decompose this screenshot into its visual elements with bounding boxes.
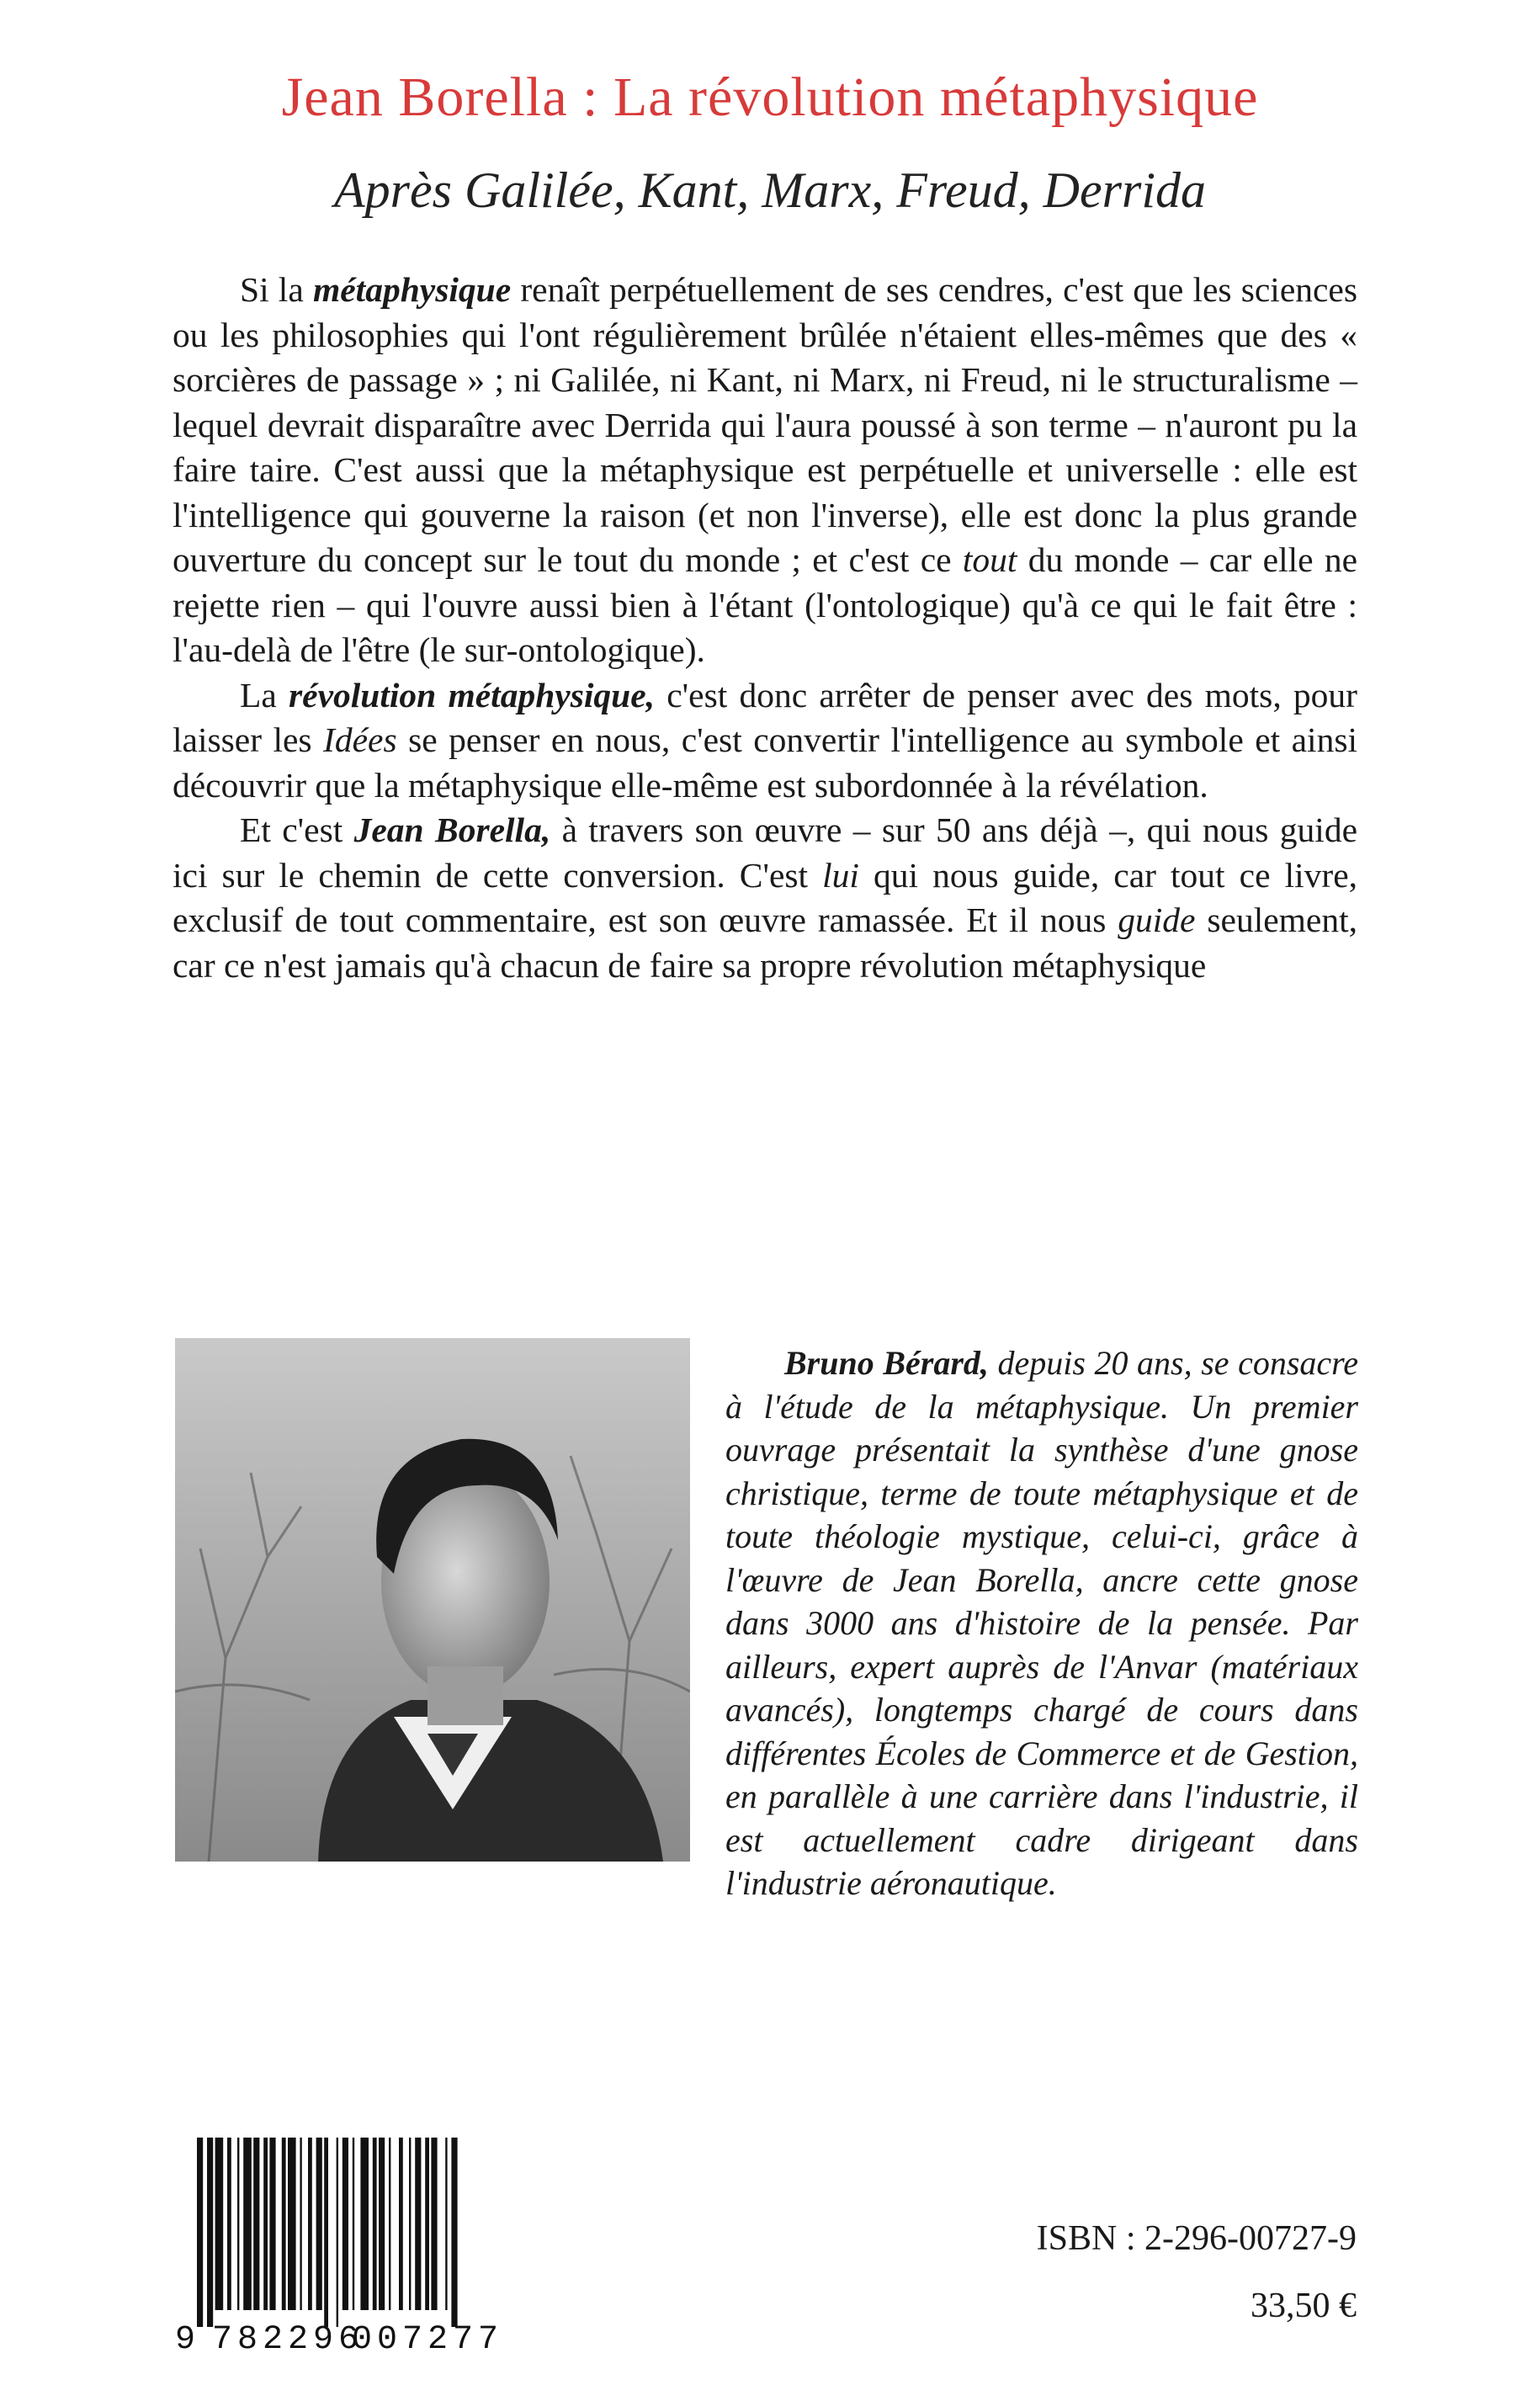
barcode-bar bbox=[324, 2138, 328, 2327]
blurb-text bbox=[173, 268, 1357, 988]
barcode-bar bbox=[337, 2138, 338, 2327]
barcode-bar bbox=[425, 2138, 429, 2310]
barcode-bar bbox=[197, 2138, 203, 2327]
barcode-bar bbox=[215, 2138, 224, 2310]
barcode-bar bbox=[282, 2138, 286, 2310]
barcode-bar bbox=[269, 2138, 275, 2310]
barcode-lead-digit: 9 bbox=[175, 2321, 196, 2356]
barcode-bar bbox=[431, 2138, 437, 2310]
barcode-bar bbox=[353, 2138, 354, 2310]
barcode-bar bbox=[237, 2138, 239, 2310]
barcode-bar bbox=[207, 2138, 213, 2327]
barcode-bar bbox=[415, 2138, 421, 2310]
barcode-bar bbox=[263, 2138, 268, 2310]
barcode-bar bbox=[288, 2138, 296, 2310]
barcode-bar bbox=[343, 2138, 348, 2310]
barcode-bar bbox=[243, 2138, 252, 2310]
barcode-bar bbox=[253, 2138, 259, 2310]
barcode-group-1: 782296 bbox=[212, 2321, 364, 2356]
author-bio: Bruno Bérard, depuis 20 ans, se consacre à l'étude de la métaphysique. Un premier ouvrage présentait la synthèse d'une gnose christique, terme de toute métaphysique et de toute théologie mystique, celui-ci, grâce à l'œuvre de Jean Borella, ancre cette gnose dans 3000 ans d'histoire de la pensée. Par ailleurs, expert auprès de l'Anvar (matériaux avancés), longtemps chargé de cours dans différentes Écoles de Commerce et de Gestion, en parallèle à une carrière dans l'industrie, il est actuellement cadre dirigeant dans l'industrie aéronautique. bbox=[725, 1344, 1358, 1902]
barcode-bar bbox=[445, 2138, 447, 2310]
author-photo bbox=[175, 1338, 690, 1862]
isbn-number: ISBN : 2-296-00727-9 bbox=[1036, 2219, 1357, 2258]
barcode-bar bbox=[451, 2138, 457, 2327]
barcode-bar bbox=[316, 2138, 322, 2310]
blurb-paragraph-3: Et c'est Jean Borella, à travers son œuvre – sur 50 ans déjà –, qui nous guide ici sur le chemin de cette conversion. C'est lui qui nous guide, car tout ce livre, exclusif de tout commentaire, est son œuvre ramassée. Et il nous guide seulement, car ce n'est jamais qu'à chacun de faire sa propre révolution métaphysique bbox=[173, 810, 1357, 985]
barcode-group-2: 007277 bbox=[352, 2321, 502, 2356]
barcode-bar bbox=[379, 2138, 385, 2310]
barcode-bar bbox=[399, 2138, 403, 2310]
barcode-bar bbox=[409, 2138, 411, 2310]
blurb-paragraph-2: La révolution métaphysique, c'est donc arrêter de penser avec des mots, pour laisser les Idées se penser en nous, c'est convertir l'intelligence au symbole et ainsi découvrir que la métaphysique elle-même est subordonnée à la révélation. bbox=[173, 675, 1357, 805]
blurb-paragraph-1: Si la métaphysique renaît perpétuellement de ses cendres, c'est que les sciences ou les philosophies qui l'ont régulièrement brûlée n'étaient elles-mêmes que des « sorcières de passage » ; ni Galilée, ni Kant, ni Marx, ni Freud, ni le structuralisme – lequel devrait disparaître avec Derrida qui l'aura poussé à son terme – n'auront pu la faire taire. C'est aussi que la métaphysique est perpétuelle et universelle : elle est l'intelligence qui gouverne la raison (et non l'inverse), elle est donc la plus grande ouverture du concept sur le tout du monde ; et c'est ce tout du monde – car elle ne rejette rien – qui l'ouvre aussi bien à l'étant (l'ontologique) qu'à ce qui le fait être : l'au-delà de l'être (le sur-ontologique). bbox=[173, 270, 1358, 669]
barcode-bar bbox=[373, 2138, 377, 2310]
book-title: Jean Borella : La révolution métaphysique bbox=[281, 66, 1259, 128]
author-name: Bruno Bérard, bbox=[784, 1344, 989, 1382]
barcode-bar bbox=[300, 2138, 301, 2310]
book-subtitle: Après Galilée, Kant, Marx, Freud, Derrida bbox=[334, 162, 1206, 218]
barcode-bar bbox=[360, 2138, 369, 2310]
barcode-bar bbox=[308, 2138, 312, 2310]
isbn-barcode bbox=[172, 2138, 502, 2356]
barcode-bar bbox=[227, 2138, 231, 2310]
barcode-bar bbox=[389, 2138, 390, 2310]
barcode-bars bbox=[197, 2138, 458, 2327]
price: 33,50 € bbox=[1251, 2287, 1357, 2325]
